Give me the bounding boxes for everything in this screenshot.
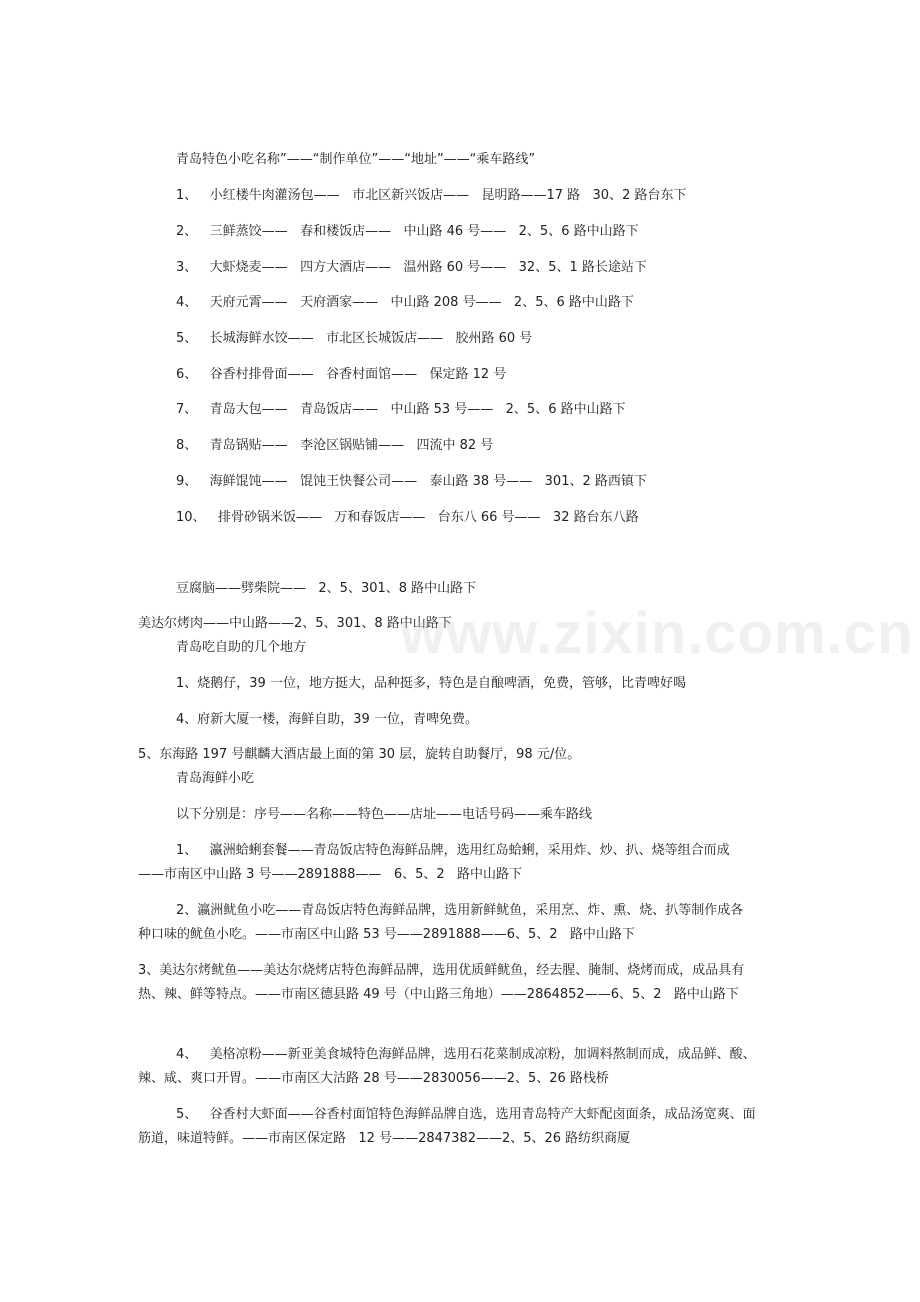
snack-item-3: 3、 大虾烧麦—— 四方大酒店—— 温州路 60 号—— 32、5、1 路长途站下 xyxy=(176,260,647,275)
section3-intro: 以下分别是：序号——名称——特色——店址——电话号码——乘车路线 xyxy=(176,807,593,822)
seafood-item-1-line2: ——市南区中山路 3 号——2891888—— 6、5、2 路中山路下 xyxy=(138,867,523,882)
snack-item-6: 6、 谷香村排骨面—— 谷香村面馆—— 保定路 12 号 xyxy=(176,367,507,382)
buffet-item-1: 1、烧鹅仔，39 一位，地方挺大，品种挺多，特色是自酿啤酒，免费，管够，比青啤好喝 xyxy=(176,676,686,691)
snack-item-4: 4、 天府元霄—— 天府酒家—— 中山路 208 号—— 2、5、6 路中山路下 xyxy=(176,295,634,310)
snack-item-5: 5、 长城海鲜水饺—— 市北区长城饭店—— 胶州路 60 号 xyxy=(176,331,533,346)
seafood-item-3-line1: 3、美达尔烤鱿鱼——美达尔烧烤店特色海鲜品牌，选用优质鲜鱿鱼，经去腥、腌制、烧烤而成，成品具有 xyxy=(138,963,745,978)
seafood-item-2-line1: 2、瀛洲鱿鱼小吃——青岛饭店特色海鲜品牌，选用新鲜鱿鱼，采用烹、炸、熏、烧、扒等制作成各 xyxy=(176,903,744,918)
buffet-item-5: 5、东海路 197 号麒麟大酒店最上面的第 30 层，旋转自助餐厅，98 元/位。 xyxy=(138,747,581,762)
section1-heading: 青岛特色小吃名称”——“制作单位”——“地址”——“乘车路线” xyxy=(176,152,536,167)
seafood-item-4-line2: 辣、咸、爽口开胃。——市南区大沽路 28 号——2830056——2、5、26 路栈桥 xyxy=(138,1071,609,1086)
seafood-item-1-line1: 1、 瀛洲蛤蜊套餐——青岛饭店特色海鲜品牌，选用红岛蛤蜊，采用炸、炒、扒、烧等组合而成 xyxy=(176,843,730,858)
seafood-item-2-line2: 种口味的鱿鱼小吃。——市南区中山路 53 号——2891888——6、5、2 路中山路下 xyxy=(138,927,635,942)
section3-heading: 青岛海鲜小吃 xyxy=(176,771,255,786)
snack-item-8: 8、 青岛锅贴—— 李沧区锅贴铺—— 四流中 82 号 xyxy=(176,438,494,453)
snack-extra-tofu: 豆腐脑——劈柴院—— 2、5、301、8 路中山路下 xyxy=(176,581,477,596)
snack-item-2: 2、 三鲜蒸饺—— 春和楼饭店—— 中山路 46 号—— 2、5、6 路中山路下 xyxy=(176,224,639,239)
seafood-item-5-line2: 筋道，味道特鲜。——市南区保定路 12 号——2847382——2、5、26 路纺织商厦 xyxy=(138,1131,631,1146)
seafood-item-4-line1: 4、 美格凉粉——新亚美食城特色海鲜品牌，选用石花菜制成凉粉，加调料熬制而成，成品鲜、酸、 xyxy=(176,1047,756,1062)
snack-item-10: 10、 排骨砂锅米饭—— 万和春饭店—— 台东八 66 号—— 32 路台东八路 xyxy=(176,510,639,525)
section2-heading: 青岛吃自助的几个地方 xyxy=(176,640,307,655)
snack-item-9: 9、 海鲜馄饨—— 馄饨王快餐公司—— 泰山路 38 号—— 301、2 路西镇下 xyxy=(176,474,647,489)
seafood-item-5-line1: 5、 谷香村大虾面——谷香村面馆特色海鲜品牌自选，选用青岛特产大虾配卤面条，成品汤宽爽、面 xyxy=(176,1107,756,1122)
watermark: www.zixin.com.cn xyxy=(400,601,914,666)
seafood-item-3-line2: 热、辣、鲜等特点。——市南区德县路 49 号（中山路三角地）——2864852——6、5、2 路中山路下 xyxy=(138,987,739,1002)
snack-item-7: 7、 青岛大包—— 青岛饭店—— 中山路 53 号—— 2、5、6 路中山路下 xyxy=(176,402,626,417)
snack-extra-bbq: 美达尔烤肉——中山路——2、5、301、8 路中山路下 xyxy=(138,616,452,631)
snack-item-1: 1、 小红楼牛肉灌汤包—— 市北区新兴饭店—— 昆明路——17 路 30、2 路台东下 xyxy=(176,188,687,203)
buffet-item-4: 4、府新大厦一楼，海鲜自助，39 一位，青啤免费。 xyxy=(176,712,478,727)
